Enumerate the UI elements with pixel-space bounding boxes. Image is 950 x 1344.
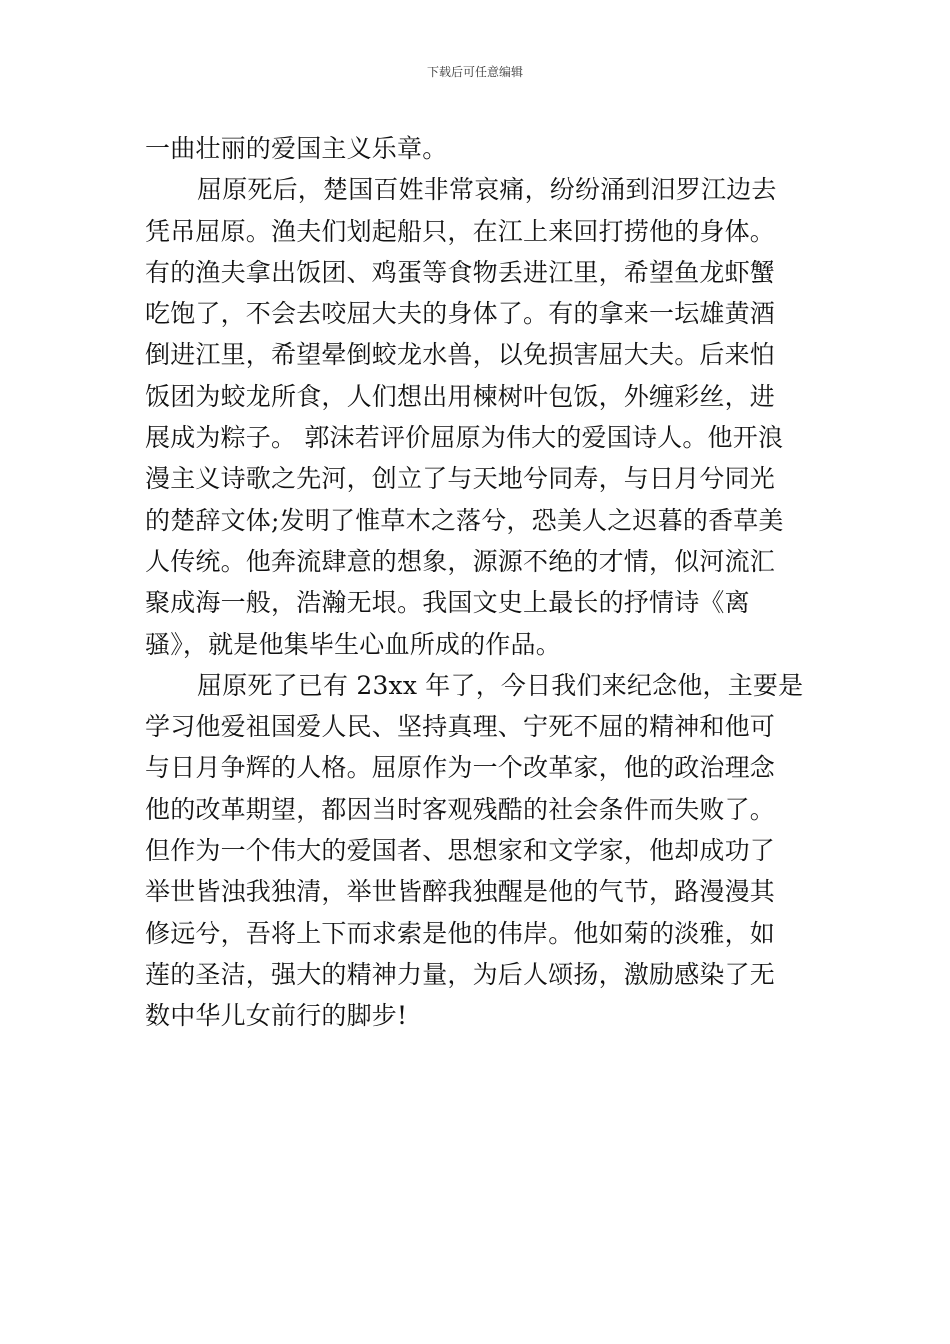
text-line: 屈原死了已有 23xx 年了，今日我们来纪念他，主要是 [197,670,804,700]
text-line: 他的改革期望，都因当时客观残酷的社会条件而失败了。 [145,794,776,824]
text-line: 举世皆浊我独清，举世皆醉我独醒是他的气节，路漫漫其 [145,877,776,907]
text-line: 展成为粽子。 郭沫若评价屈原为伟大的爱国诗人。他开浪 [145,423,784,453]
text-line: 修远兮，吾将上下而求索是他的伟岸。他如菊的淡雅，如 [145,918,776,948]
document-body [145,128,805,1037]
text-line: 一曲壮丽的爱国主义乐章。 [145,134,448,163]
text-line: 莲的圣洁，强大的精神力量，为后人颂扬，激励感染了无 [145,959,776,989]
text-line: 的楚辞文体;发明了惟草木之落兮，恐美人之迟暮的香草美 [145,505,784,535]
text-line: 与日月争辉的人格。屈原作为一个改革家，他的政治理念 [145,753,776,783]
text-line: 人传统。他奔流肆意的想象，源源不绝的才情，似河流汇 [145,546,776,576]
text-line: 凭吊屈原。渔夫们划起船只，在江上来回打捞他的身体。 [145,216,776,246]
text-line: 数中华儿女前行的脚步! [145,1001,408,1031]
header-text: 下载后可任意编辑 [426,65,523,79]
text-line: 吃饱了，不会去咬屈大夫的身体了。有的拿来一坛雄黄酒 [145,299,776,329]
text-line: 饭团为蛟龙所食，人们想出用楝树叶包饭，外缠彩丝，进 [145,381,776,411]
page-header [0,64,950,80]
text-line: 有的渔夫拿出饭团、鸡蛋等食物丢进江里，希望鱼龙虾蟹 [145,257,776,287]
text-line: 倒进江里，希望晕倒蛟龙水兽，以免损害屈大夫。后来怕 [145,340,776,370]
text-line: 屈原死后，楚国百姓非常哀痛，纷纷涌到汨罗江边去 [197,175,777,205]
text-line: 但作为一个伟大的爱国者、思想家和文学家，他却成功了 [145,836,776,866]
text-line: 漫主义诗歌之先河，创立了与天地兮同寿，与日月兮同光 [145,464,776,494]
text-line: 聚成海一般，浩瀚无垠。我国文史上最长的抒情诗《离 [145,588,750,618]
text-line: 骚》，就是他集毕生心血所成的作品。 [145,629,561,659]
text-line: 学习他爱祖国爱人民、坚持真理、宁死不屈的精神和他可 [145,712,776,742]
